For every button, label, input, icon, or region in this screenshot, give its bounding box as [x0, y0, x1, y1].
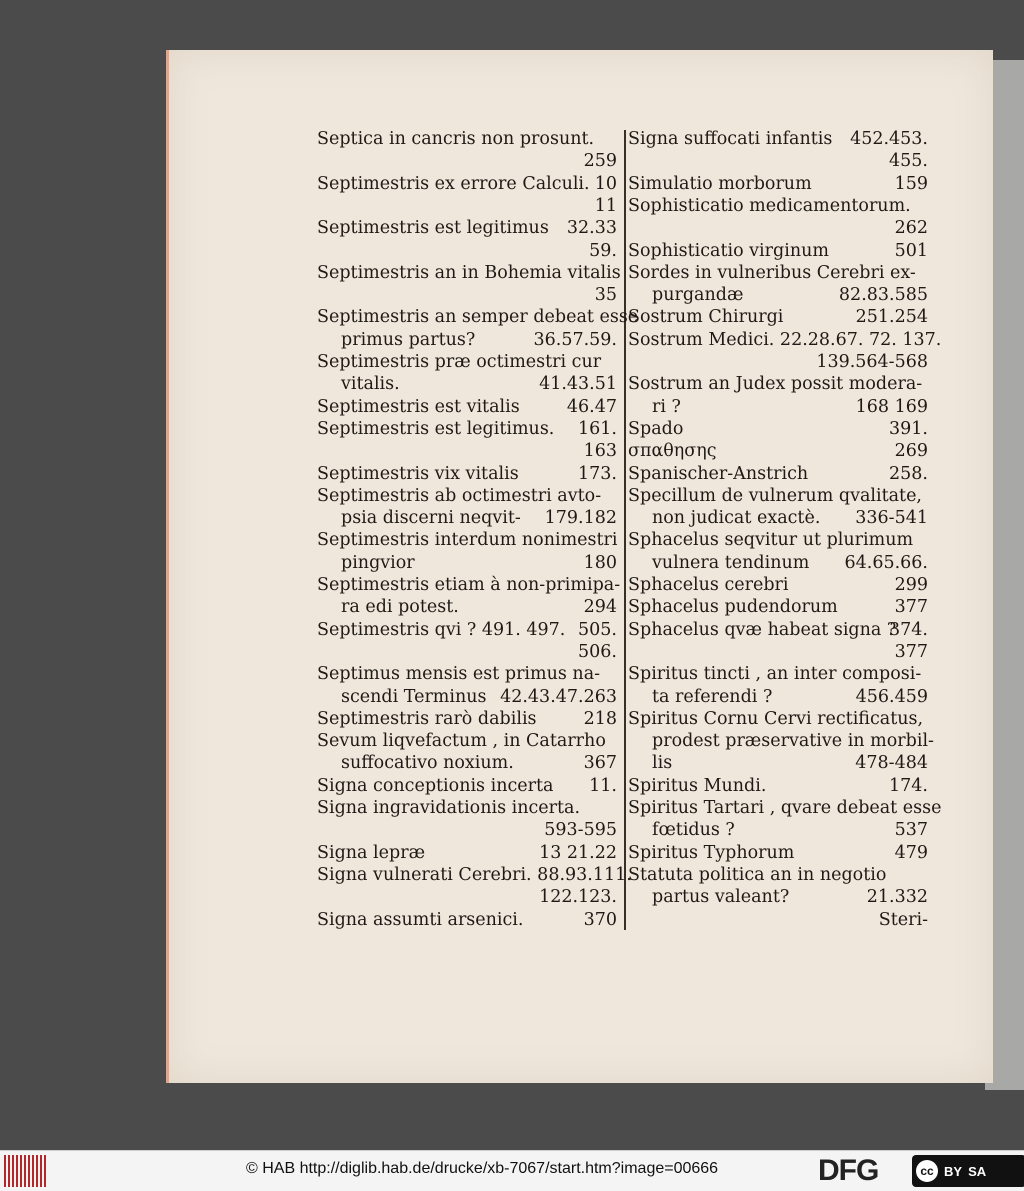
entry-term: ra edi potest.: [341, 597, 459, 618]
entry-term: Septimestris ab octimestri avto-: [317, 485, 602, 506]
entry-page-numbers: 10: [594, 173, 617, 194]
entry-term: ta referendi ?: [652, 686, 773, 707]
entry-page-numbers: 64.65.66.: [844, 552, 928, 573]
dfg-logo: DFG: [818, 1154, 879, 1187]
entry-page-numbers: 13 21.22: [539, 842, 617, 863]
entry-term: prodest præservative in morbil-: [652, 731, 934, 752]
entry-page-numbers: 501: [894, 240, 928, 261]
entry-page-numbers: 82.83.585: [838, 285, 928, 306]
entry-term: primus partus?: [341, 329, 476, 350]
entry-page-numbers: 456.459: [855, 686, 928, 707]
copyright-link[interactable]: © HAB http://diglib.hab.de/drucke/xb-7067/start.htm?image=00666: [246, 1160, 719, 1177]
entry-page-numbers: 537: [894, 820, 928, 841]
entry-term: fœtidus ?: [652, 820, 735, 841]
entry-term: Septimestris qvi ? 491. 497.: [317, 619, 566, 640]
entry-term: Spado: [628, 418, 684, 439]
entry-page-numbers: 46.47: [566, 396, 617, 417]
entry-term: Sphacelus seqvitur ut plurimum: [628, 530, 914, 551]
entry-term: Sophisticatio medicamentorum.: [628, 195, 911, 216]
cc-icon: cc: [916, 1160, 938, 1182]
entry-term: Sostrum Medici. 22.28.67. 72. 137.: [628, 329, 942, 350]
entry-term: Spiritus tincti , an inter composi-: [628, 664, 922, 685]
entry-term: vulnera tendinum: [652, 552, 810, 573]
entry-page-numbers: 179.182: [544, 508, 617, 529]
entry-term: Sostrum Chirurgi: [628, 307, 784, 328]
entry-term: Septimestris vix vitalis: [317, 463, 519, 484]
entry-page-numbers: 21.332: [866, 887, 928, 908]
entry-term: Signa suffocati infantis: [628, 129, 833, 149]
entry-term: Signa vulnerati Cerebri. 88.93.111.: [317, 864, 632, 885]
entry-page-numbers: 258.: [889, 463, 928, 484]
license-sa: SA: [968, 1163, 987, 1179]
cc-by-sa-icon[interactable]: [912, 1155, 1024, 1187]
entry-term: Statuta politica an in negotio: [628, 864, 887, 885]
entry-term: Sphacelus cerebri: [628, 575, 789, 595]
entry-page-numbers: 139.564-568: [816, 352, 928, 372]
entry-term: Septimestris est legitimus: [317, 218, 549, 239]
entry-page-numbers: 299: [894, 575, 928, 595]
entry-page-numbers: 36.57.59.: [533, 329, 617, 350]
entry-term: Spanischer-Anstrich: [628, 463, 809, 484]
entry-page-numbers: 377: [894, 641, 928, 662]
entry-term: pingvior: [341, 552, 415, 573]
entry-term: Spiritus Tartari , qvare debeat esse: [628, 798, 942, 818]
license-by: BY: [944, 1163, 963, 1179]
entry-page-numbers: 11: [594, 195, 617, 216]
entry-term: Sordes in vulneribus Cerebri ex-: [628, 262, 916, 283]
entry-term: Signa ingravidationis incerta.: [317, 798, 581, 818]
entry-page-numbers: 32.33: [566, 218, 617, 239]
entry-term: Sevum liqvefactum , in Catarrho: [317, 731, 606, 752]
entry-term: Sostrum an Judex possit modera-: [628, 374, 923, 395]
entry-term: Septimestris præ octimestri cur: [317, 352, 602, 372]
viewer-footer: [0, 1150, 1024, 1191]
entry-page-numbers: 370: [583, 909, 617, 930]
entry-term: Sphacelus qvæ habeat signa ?: [628, 619, 897, 640]
entry-term: Septimus mensis est primus na-: [317, 664, 601, 685]
entry-term: suffocativo noxium.: [341, 753, 514, 774]
entry-page-numbers: 259: [583, 151, 617, 172]
entry-term: Septimestris est vitalis: [317, 396, 520, 417]
entry-page-numbers: 374.: [889, 619, 928, 640]
entry-page-numbers: 168 169: [855, 396, 928, 417]
entry-term: scendi Terminus: [341, 686, 487, 707]
entry-term: Septimestris interdum nonimestri: [317, 530, 618, 551]
entry-page-numbers: 35: [594, 285, 617, 306]
entry-page-numbers: 173.: [578, 463, 617, 484]
entry-term: Septimestris rarò dabilis: [317, 708, 537, 729]
entry-term: Septimestris etiam à non-primipa-: [317, 575, 621, 595]
entry-term: Specillum de vulnerum qvalitate,: [628, 485, 922, 506]
entry-page-numbers: 159: [894, 173, 928, 194]
entry-term: Spiritus Mundi.: [628, 775, 767, 796]
entry-term: Signa assumti arsenici.: [317, 909, 524, 930]
entry-page-numbers: 479: [894, 842, 928, 863]
entry-term: σπαθησης: [628, 441, 717, 462]
entry-term: Spiritus Typhorum: [628, 842, 795, 863]
entry-term: psia discerni neqvit-: [341, 508, 521, 529]
entry-page-numbers: 452.453.: [850, 129, 928, 149]
entry-page-numbers: 262: [894, 218, 928, 239]
entry-page-numbers: 593-595: [544, 820, 617, 841]
entry-page-numbers: 122.123.: [539, 887, 617, 908]
entry-page-numbers: 174.: [889, 775, 928, 796]
entry-page-numbers: 59.: [589, 240, 617, 261]
entry-page-numbers: 506.: [578, 641, 617, 662]
entry-term: Septimestris an semper debeat esse: [317, 307, 639, 328]
entry-term: vitalis.: [341, 374, 400, 395]
entry-page-numbers: 391.: [889, 418, 928, 439]
entry-term: Signa conceptionis incerta: [317, 775, 554, 796]
entry-page-numbers: 218: [583, 708, 617, 729]
entry-term: Spiritus Cornu Cervi rectificatus,: [628, 708, 924, 729]
entry-page-numbers: 367: [583, 753, 617, 774]
entry-page-numbers: 336-541: [855, 508, 928, 529]
hab-logo-icon: [4, 1155, 48, 1187]
entry-page-numbers: 180: [583, 552, 617, 573]
column-divider: [624, 130, 626, 930]
entry-term: Simulatio morborum: [628, 173, 812, 194]
entry-page-numbers: 42.43.47.263: [500, 686, 617, 707]
entry-page-numbers: 505.: [578, 619, 617, 640]
entry-term: partus valeant?: [652, 887, 790, 908]
entry-page-numbers: 377: [894, 597, 928, 618]
entry-page-numbers: 11.: [589, 775, 617, 796]
entry-page-numbers: 163: [583, 441, 617, 462]
entry-term: Signa lepræ: [317, 842, 426, 863]
entry-term: Sphacelus pudendorum: [628, 597, 838, 618]
entry-page-numbers: 251.254: [855, 307, 928, 328]
entry-term: purgandæ: [652, 285, 744, 306]
entry-page-numbers: 294: [583, 597, 617, 618]
entry-page-numbers: 41.43.51: [539, 374, 617, 395]
entry-term: ri ?: [652, 396, 681, 417]
entry-page-numbers: 478-484: [855, 753, 928, 774]
entry-page-numbers: 455.: [889, 151, 928, 172]
entry-page-numbers: 269: [894, 441, 928, 462]
entry-term: Septimestris est legitimus.: [317, 418, 555, 439]
entry-term: Septica in cancris non prosunt.: [317, 129, 595, 149]
entry-page-numbers: Steri-: [878, 909, 928, 930]
entry-term: lis: [652, 753, 673, 774]
entry-term: Septimestris ex errore Calculi.: [317, 173, 590, 194]
entry-page-numbers: 161.: [578, 418, 617, 439]
entry-term: Septimestris an in Bohemia vitalis: [317, 262, 621, 283]
entry-term: non judicat exactè.: [652, 508, 821, 529]
entry-term: Sophisticatio virginum: [628, 240, 829, 261]
